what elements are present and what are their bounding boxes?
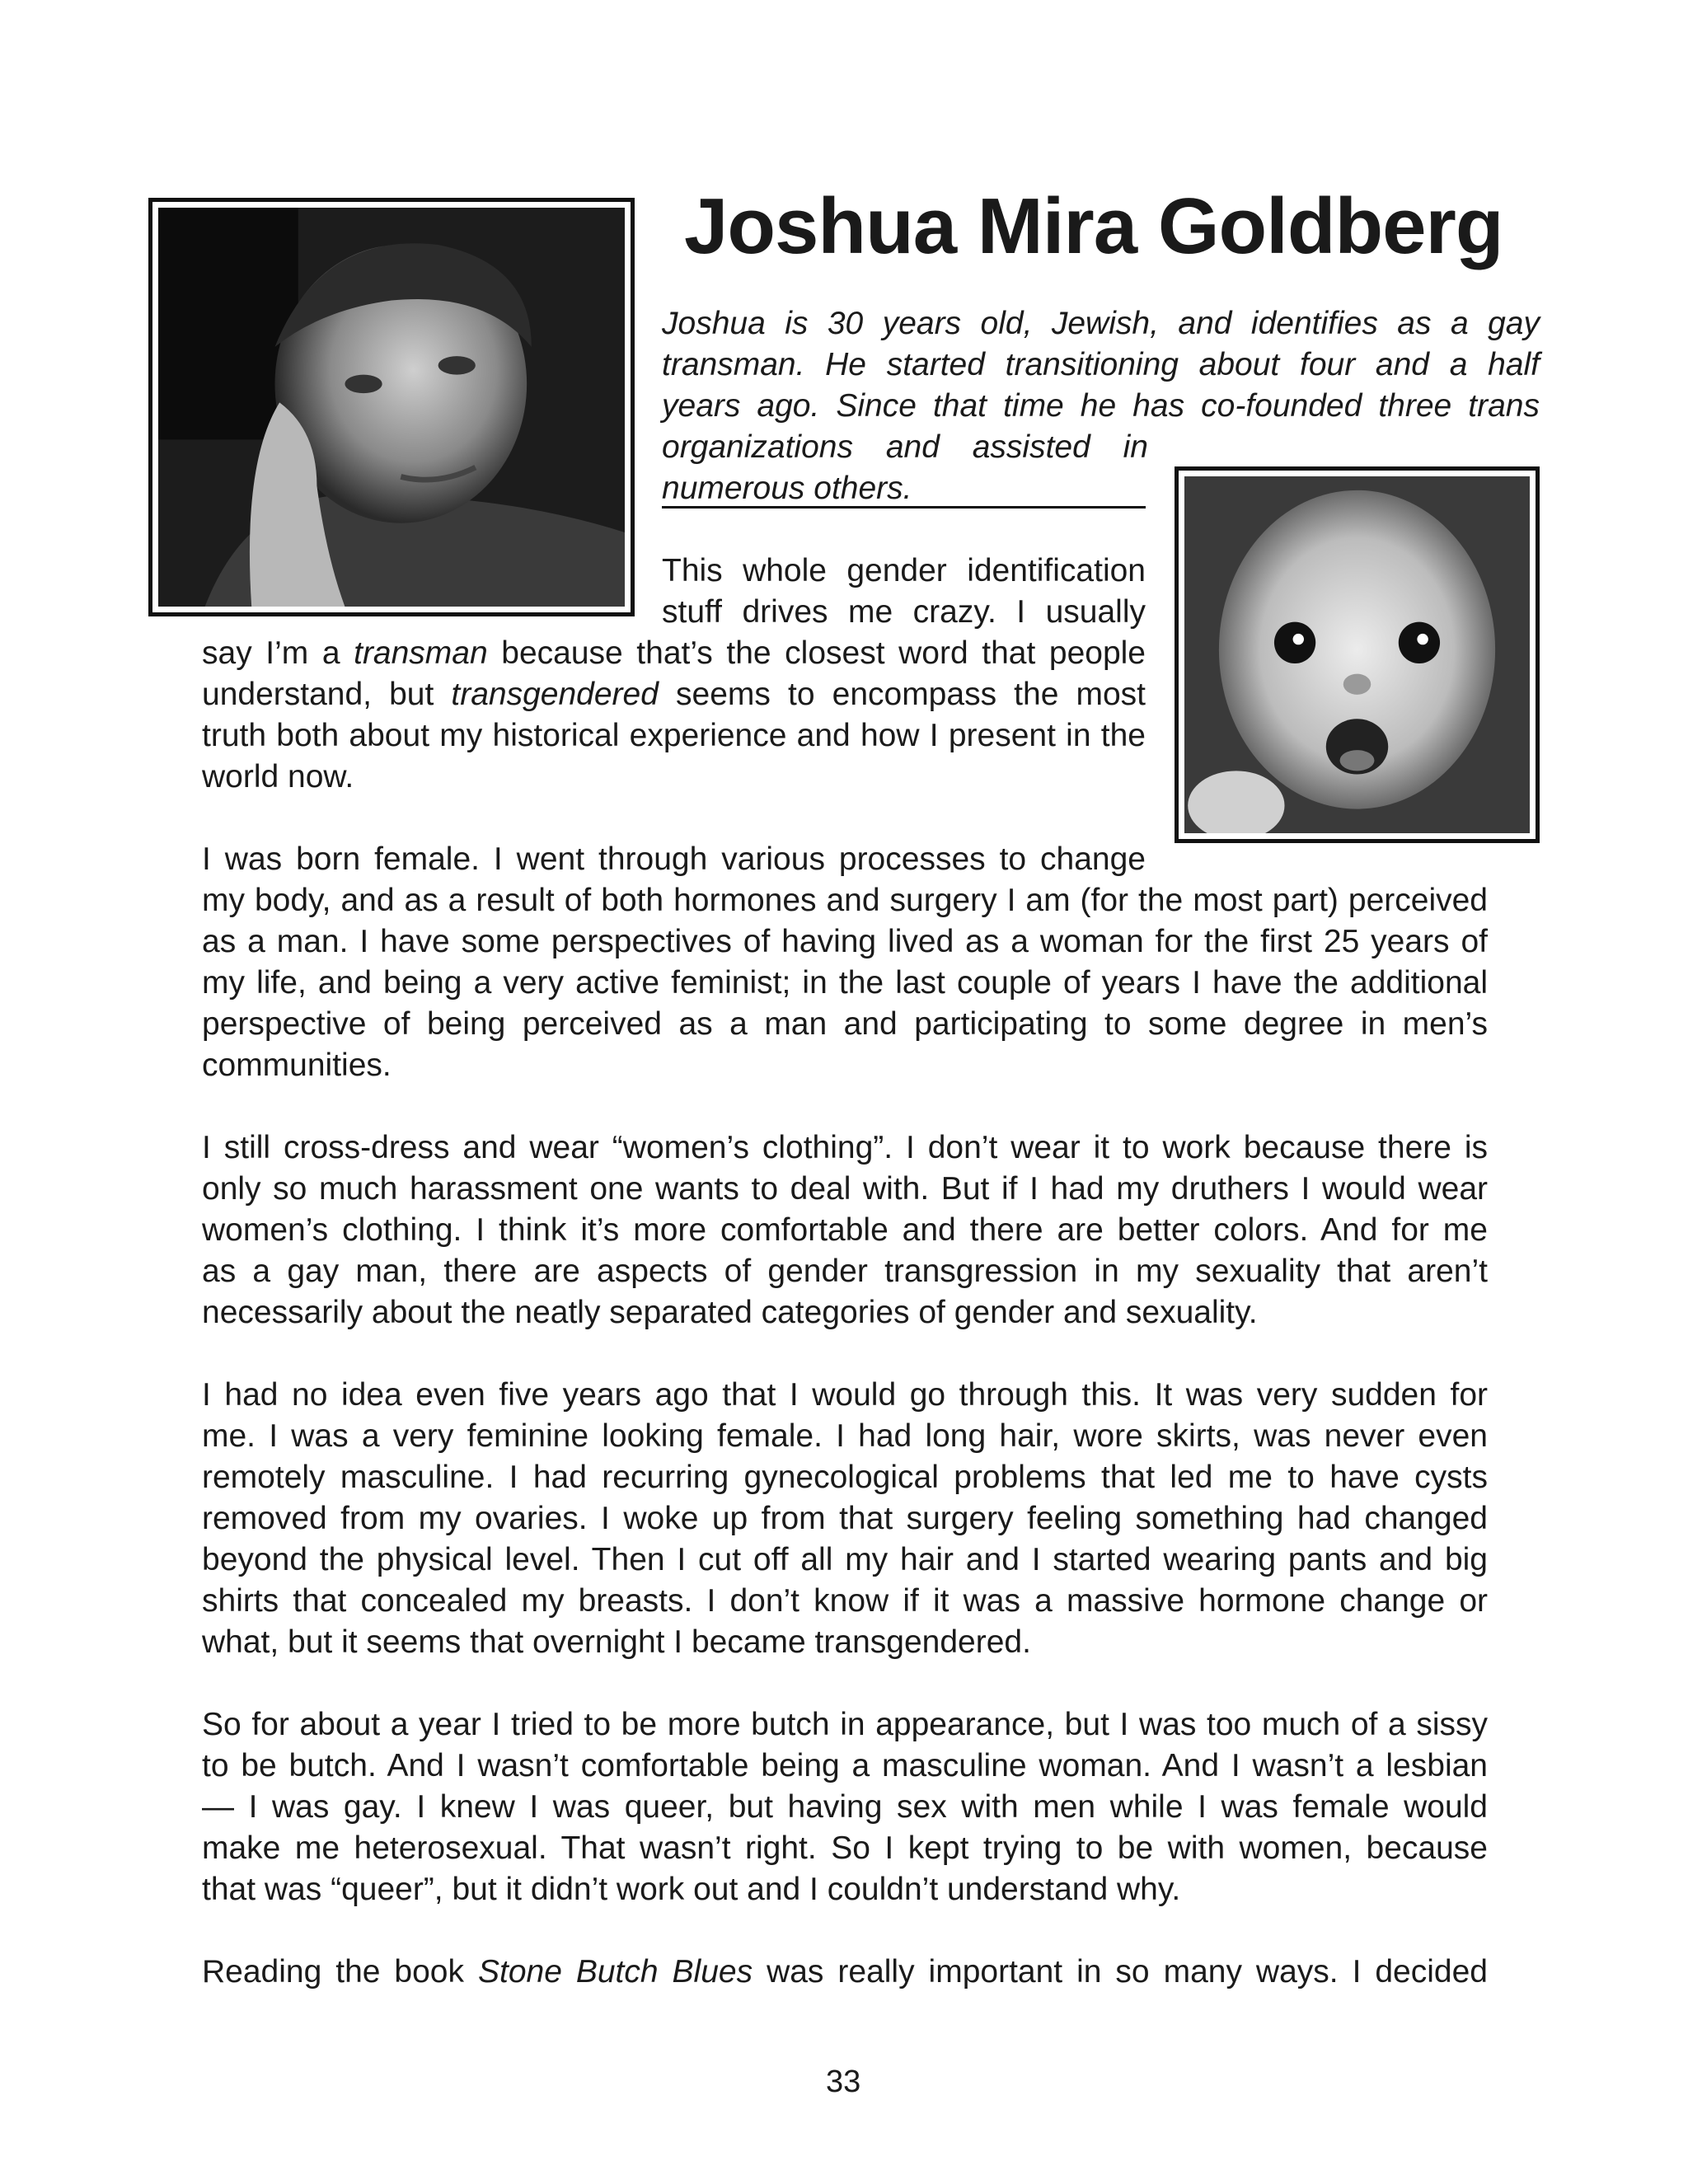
body-line: what, but it seems that overnight I became transgendered.	[202, 1624, 1031, 1660]
body-line: I had no idea even five years ago that I would go through this. It was very sudden for	[202, 1377, 1488, 1413]
body-text: understand, but	[202, 677, 452, 712]
body-line	[202, 633, 1146, 675]
body-text: was really important in so many ways. I decided	[753, 1954, 1488, 1990]
body-text: seems to encompass the most	[658, 677, 1146, 712]
body-line: make me heterosexual. That wasn’t right. So I kept trying to be with women, because	[202, 1830, 1488, 1866]
baby-image	[1184, 476, 1530, 833]
body-line: communities.	[202, 1047, 392, 1083]
body-line	[202, 674, 1146, 716]
body-line: me. I was a very feminine looking female. I had long hair, wore skirts, was never even	[202, 1418, 1488, 1454]
body-line: my life, and being a very active feminist; in the last couple of years I have the additional	[202, 965, 1488, 1001]
emphasis-text: transman	[354, 635, 488, 671]
portrait-image	[158, 208, 625, 607]
body-line: necessarily about the neatly separated categories of gender and sexuality.	[202, 1295, 1258, 1330]
intro-line: years ago. Since that time he has co-founded three trans	[662, 388, 1540, 424]
body-line: I was born female. I went through various processes to change	[202, 841, 1146, 877]
body-line: women’s clothing. I think it’s more comfortable and there are better colors. And for me	[202, 1212, 1488, 1248]
body-line: remotely masculine. I had recurring gynecological problems that led me to have cysts	[202, 1460, 1488, 1495]
body-text: Reading the book	[202, 1954, 478, 1990]
body-line: world now.	[202, 759, 354, 794]
body-text: because that’s the closest word that people	[487, 635, 1146, 671]
body-line: removed from my ovaries. I woke up from that surgery feeling something had changed	[202, 1501, 1488, 1536]
body-line: to be butch. And I wasn’t comfortable being a masculine woman. And I wasn’t a lesbian	[202, 1748, 1488, 1783]
body-line: as a man. I have some perspectives of having lived as a woman for the first 25 years of	[202, 924, 1488, 959]
portrait-photo	[148, 198, 635, 616]
body-text: say I’m a	[202, 635, 354, 671]
body-line: shirts that concealed my breasts. I don’t know if it was a massive hormone change or	[202, 1583, 1488, 1619]
intro-line: numerous others.	[662, 471, 912, 506]
body-line: — I was gay. I knew I was queer, but having sex with men while I was female would	[202, 1789, 1488, 1825]
page-number: 33	[826, 2064, 861, 2099]
body-line: as a gay man, there are aspects of gender transgression in my sexuality that aren’t	[202, 1254, 1488, 1289]
body-line: truth both about my historical experience and how I present in the	[202, 718, 1146, 753]
body-line: that was “queer”, but it didn’t work out and I couldn’t understand why.	[202, 1872, 1181, 1907]
book-title: Stone Butch Blues	[477, 1954, 753, 1990]
intro-line: organizations and assisted in	[662, 429, 1148, 465]
intro-line: Joshua is 30 years old, Jewish, and identifies as a gay	[662, 306, 1540, 341]
baby-photo	[1175, 466, 1540, 843]
body-line	[202, 1952, 1488, 1994]
body-line: beyond the physical level. Then I cut off all my hair and I started wearing pants and big	[202, 1542, 1488, 1577]
intro-underline	[662, 506, 1146, 509]
intro-line: transman. He started transitioning about four and a half	[662, 347, 1540, 382]
body-line: stuff drives me crazy. I usually	[662, 594, 1146, 630]
body-line: only so much harassment one wants to deal with. But if I had my druthers I would wear	[202, 1171, 1488, 1207]
body-line: perspective of being perceived as a man and participating to some degree in men’s	[202, 1006, 1488, 1042]
page-title: Joshua Mira Goldberg	[684, 182, 1503, 270]
emphasis-text: transgendered	[451, 677, 659, 712]
body-line: my body, and as a result of both hormones and surgery I am (for the most part) perceived	[202, 883, 1488, 918]
body-line: So for about a year I tried to be more butch in appearance, but I was too much of a sissy	[202, 1707, 1488, 1742]
body-line: This whole gender identification	[662, 553, 1146, 588]
body-line: I still cross-dress and wear “women’s clothing”. I don’t wear it to work because there is	[202, 1130, 1488, 1165]
